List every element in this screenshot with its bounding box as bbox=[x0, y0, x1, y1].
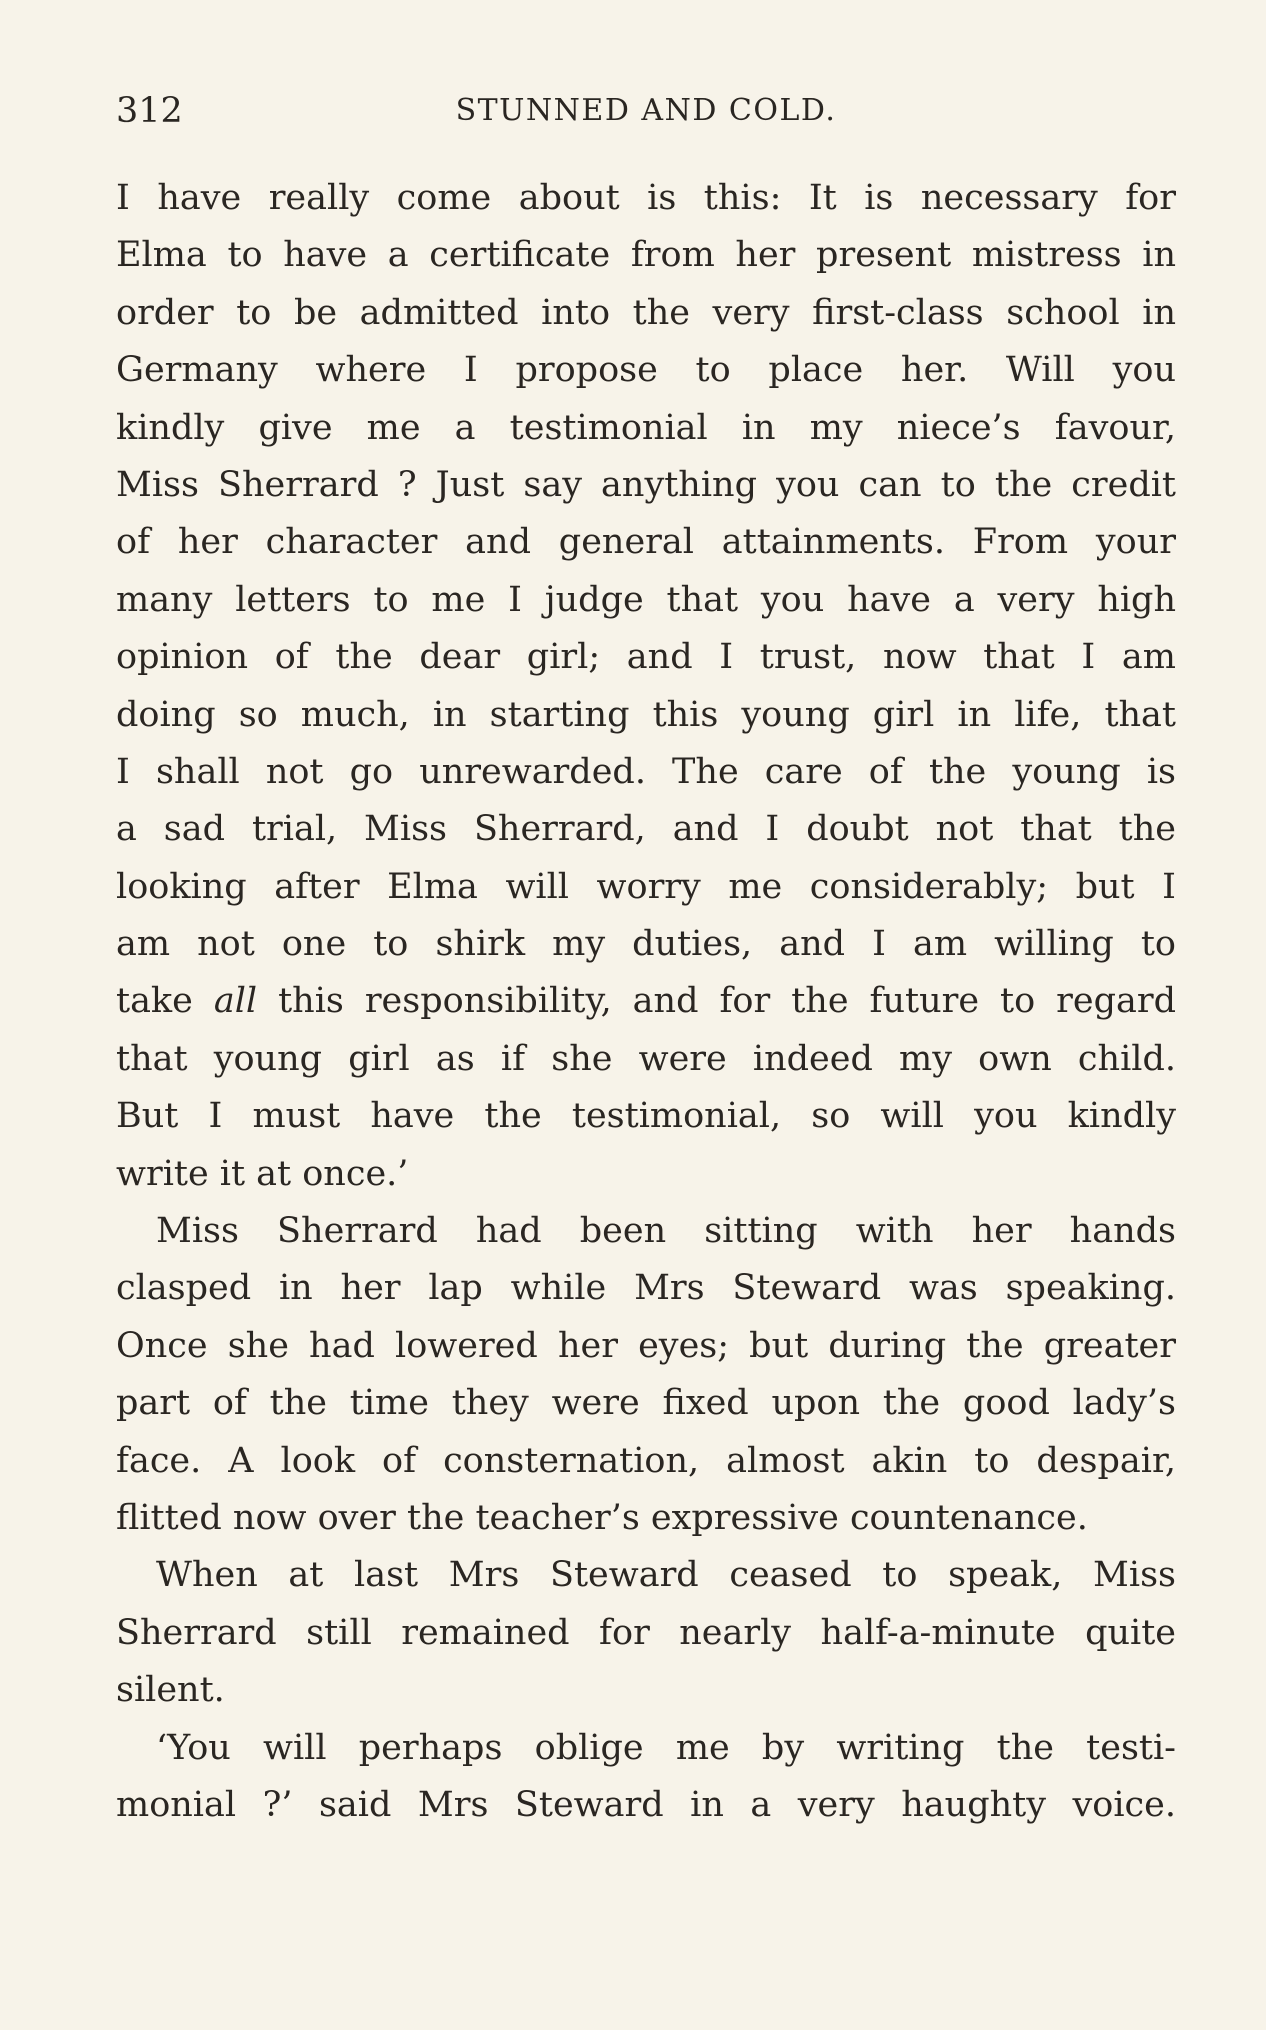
text-line: Miss Sherrard had been sitting with her hands bbox=[156, 1211, 1176, 1252]
text-line: I have really come about is this: It is necessary for bbox=[116, 178, 1176, 218]
text-line: monial ?’ said Mrs Steward in a very haughty voice. bbox=[116, 1784, 1176, 1825]
text-line: But I must have the testimonial, so will you kindly bbox=[116, 1096, 1176, 1137]
text-line: silent. bbox=[116, 1670, 225, 1711]
text-line: many letters to me I judge that you have a very high bbox=[116, 579, 1176, 620]
text-line: Sherrard still remained for nearly half-a-minute quite bbox=[116, 1612, 1176, 1653]
text-line: of her character and general attainments. From your bbox=[116, 522, 1176, 563]
emphasis: all bbox=[213, 981, 258, 1022]
text-line: write it at once.’ bbox=[116, 1153, 409, 1194]
page-number: 312 bbox=[116, 91, 183, 131]
text-line: ‘You will perhaps oblige me by writing the testi- bbox=[156, 1727, 1176, 1768]
text-line: Miss Sherrard ? Just say anything you can to the credit bbox=[116, 464, 1176, 505]
text-line: doing so much, in starting this young girl in life, that bbox=[116, 694, 1176, 735]
page-header bbox=[116, 86, 1176, 136]
text-line: clasped in her lap while Mrs Steward was speaking. bbox=[116, 1268, 1176, 1309]
text-line: part of the time they were fixed upon the good lady’s bbox=[116, 1383, 1176, 1424]
text-line: take all this responsibility, and for the future to regard bbox=[116, 981, 1176, 1022]
text-line: Elma to have a certificate from her present mistress in bbox=[116, 235, 1176, 276]
text-line: kindly give me a testimonial in my niece’s favour, bbox=[116, 407, 1176, 448]
text-line: I shall not go unrewarded. The care of the young is bbox=[116, 751, 1176, 792]
body-text bbox=[116, 170, 1176, 1834]
text-line: When at last Mrs Steward ceased to speak, Miss bbox=[156, 1555, 1176, 1596]
text-line: that young girl as if she were indeed my own child. bbox=[116, 1038, 1176, 1079]
running-head: STUNNED AND COLD. bbox=[455, 93, 837, 128]
text-line: looking after Elma will worry me considerably; but I bbox=[116, 866, 1176, 907]
text-line: a sad trial, Miss Sherrard, and I doubt not that the bbox=[116, 809, 1176, 850]
text-line: am not one to shirk my duties, and I am willing to bbox=[116, 924, 1176, 965]
text-line: order to be admitted into the very first-class school in bbox=[116, 292, 1176, 333]
text-line: flitted now over the teacher’s expressive countenance. bbox=[116, 1497, 1088, 1538]
text-line: opinion of the dear girl; and I trust, now that I am bbox=[116, 637, 1176, 678]
text-line: Once she had lowered her eyes; but during the greater bbox=[116, 1325, 1176, 1366]
text-line: face. A look of consternation, almost akin to despair, bbox=[116, 1440, 1176, 1481]
text-line: Germany where I propose to place her. Will you bbox=[116, 350, 1176, 391]
